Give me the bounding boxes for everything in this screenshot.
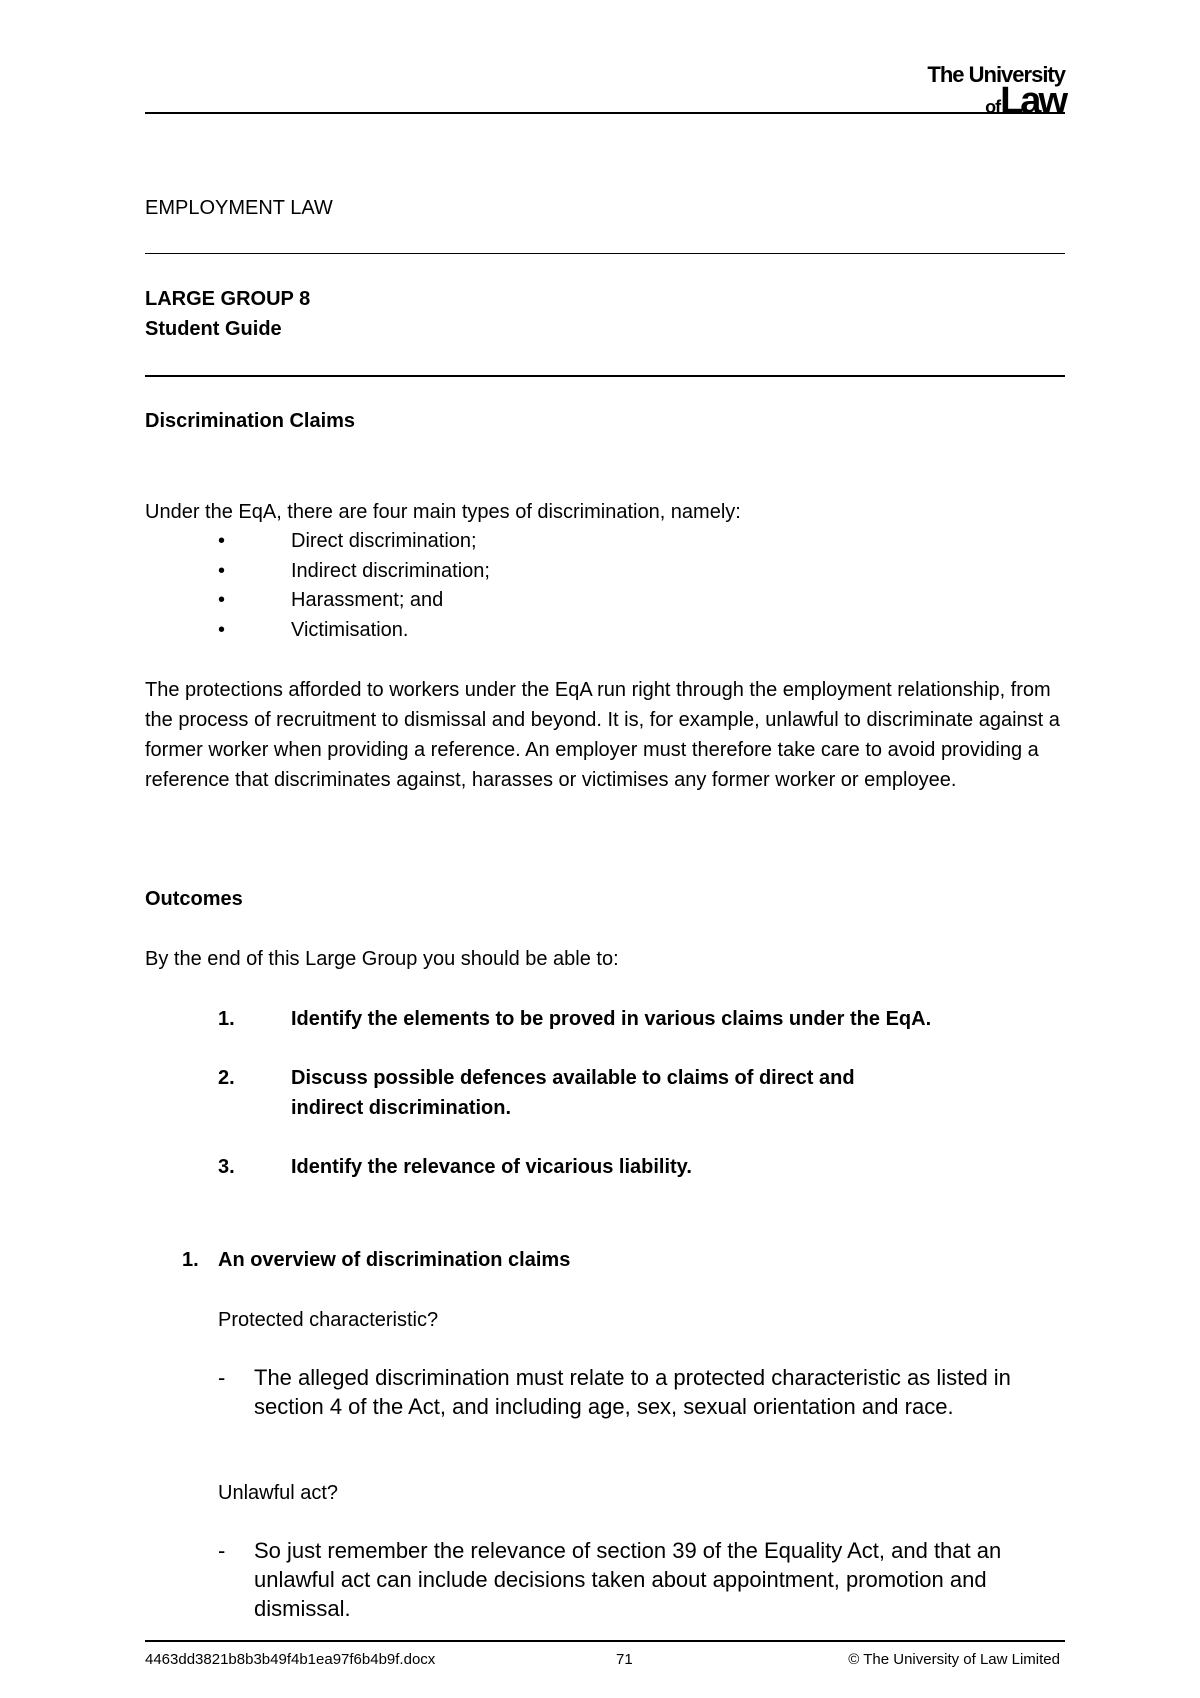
footer-rule bbox=[145, 1640, 1065, 1642]
section-heading-discrimination: Discrimination Claims bbox=[145, 410, 356, 432]
header-rule bbox=[145, 112, 1065, 114]
intro-lead: Under the EqA, there are four main types of discrimination, namely: bbox=[145, 501, 741, 523]
outcome-item: Identify the elements to be proved in various claims under the EqA. bbox=[291, 1008, 932, 1030]
outcome-number: 1. bbox=[218, 1008, 235, 1030]
outcomes-lead: By the end of this Large Group you should be able to: bbox=[145, 948, 619, 970]
footer-page-number: 71 bbox=[616, 1651, 633, 1668]
intro-paragraph: The protections afforded to workers under the EqA run right through the employment relationship, from the process of recruitment to dismissal and beyond. It is, for example, unlawful to discriminate against a former worker when providing a reference. An employer must therefore take care to avoid providing a reference that discriminates against, harasses or victimises any former worker or employee. bbox=[145, 679, 1060, 791]
question-unlawful-act: Unlawful act? bbox=[218, 1482, 339, 1504]
course-title: EMPLOYMENT LAW bbox=[145, 197, 333, 219]
outcomes-heading: Outcomes bbox=[145, 888, 243, 910]
dash-marker: - bbox=[218, 1538, 226, 1563]
list-item: Harassment; and bbox=[291, 589, 444, 611]
bullet-marker: • bbox=[218, 530, 226, 552]
bullet-marker: • bbox=[218, 619, 226, 641]
logo-law: Law bbox=[1000, 80, 1065, 122]
section-heading-overview: An overview of discrimination claims bbox=[218, 1249, 571, 1271]
bullet-marker: • bbox=[218, 589, 226, 611]
question-protected-characteristic: Protected characteristic? bbox=[218, 1309, 439, 1331]
logo-line1: The University bbox=[927, 62, 1065, 87]
list-item: Victimisation. bbox=[291, 619, 409, 641]
answer-unlawful-act: So just remember the relevance of section 39 of the Equality Act, and that an unlawful act can include decisions taken about appointment, promotion and dismissal. bbox=[254, 1538, 1002, 1621]
outcome-number: 3. bbox=[218, 1156, 235, 1178]
logo-of: of bbox=[985, 97, 1001, 117]
group-title: LARGE GROUP 8 bbox=[145, 288, 311, 310]
outcome-item: Discuss possible defences available to claims of direct and indirect discrimination. bbox=[291, 1067, 855, 1119]
guide-title: Student Guide bbox=[145, 318, 282, 340]
divider-rule bbox=[145, 253, 1065, 254]
footer-filename: 4463dd3821b8b3b49f4b1ea97f6b4b9f.docx bbox=[145, 1651, 436, 1668]
section-number: 1. bbox=[182, 1249, 199, 1271]
outcome-item: Identify the relevance of vicarious liability. bbox=[291, 1156, 692, 1178]
dash-marker: - bbox=[218, 1365, 226, 1390]
footer-copyright: © The University of Law Limited bbox=[848, 1651, 1060, 1668]
list-item: Direct discrimination; bbox=[291, 530, 477, 552]
divider-rule-2 bbox=[145, 375, 1065, 377]
list-item: Indirect discrimination; bbox=[291, 560, 490, 582]
bullet-marker: • bbox=[218, 560, 226, 582]
outcome-number: 2. bbox=[218, 1067, 235, 1089]
logo-line2 bbox=[927, 82, 1065, 120]
answer-protected-characteristic: The alleged discrimination must relate to a protected characteristic as listed in section 4 of the Act, and including age, sex, sexual orientation and race. bbox=[254, 1365, 1011, 1419]
